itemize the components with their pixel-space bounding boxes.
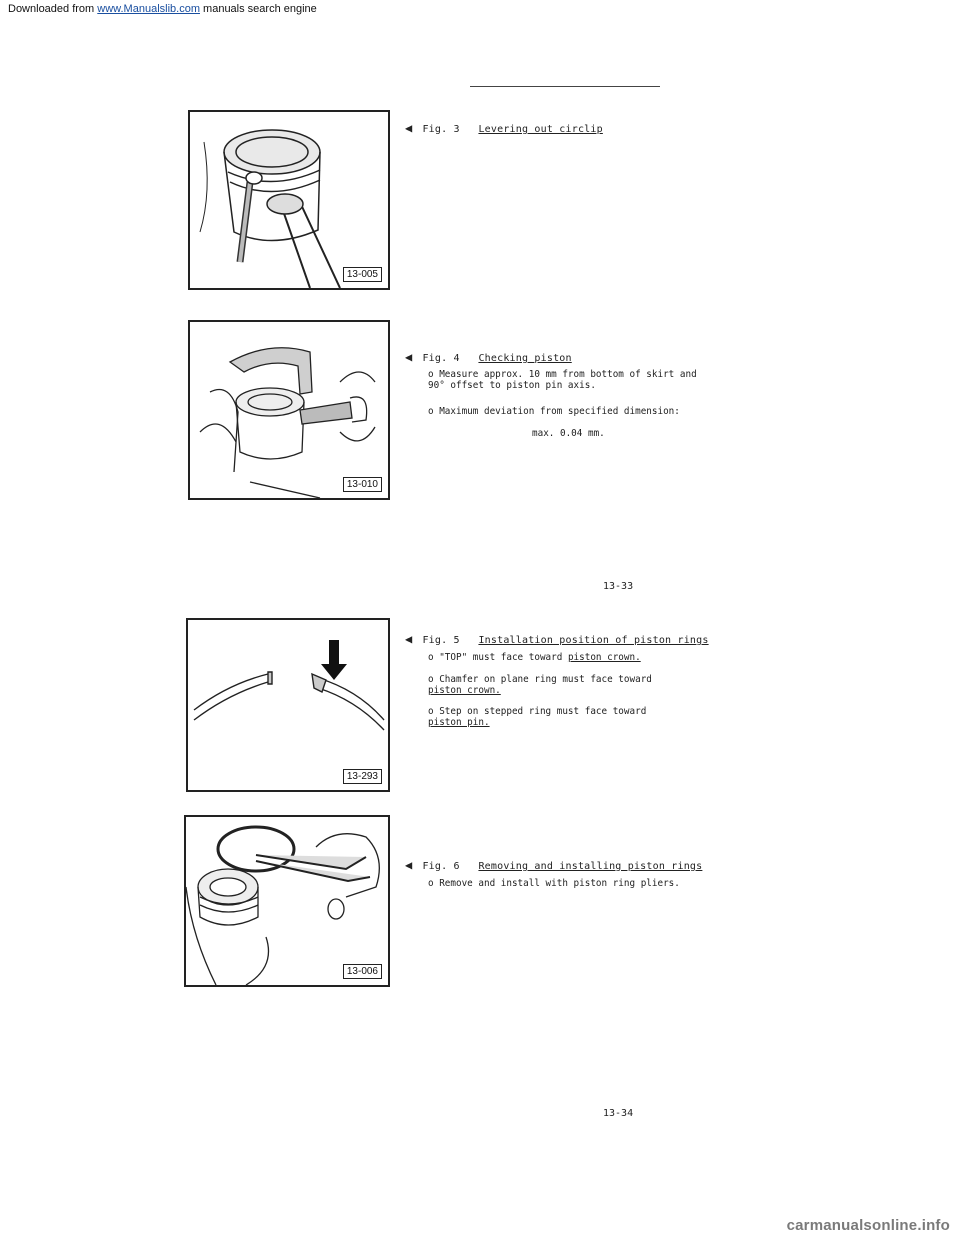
figure-5-number: Fig. 5 bbox=[422, 635, 460, 646]
figure-5-caption bbox=[405, 632, 709, 646]
figure-6-illustration bbox=[184, 815, 390, 987]
figure-4-caption bbox=[405, 350, 572, 364]
figure-5-bullet-2-target: piston crown. bbox=[428, 685, 501, 696]
figure-3-caption bbox=[405, 121, 603, 135]
scan-artifact-line bbox=[470, 86, 660, 87]
header-suffix: manuals search engine bbox=[199, 3, 317, 15]
figure-6-title: Removing and installing piston rings bbox=[478, 861, 703, 872]
left-pointer-icon: ◀ bbox=[405, 632, 413, 646]
figure-5-bullet-1-text: o "TOP" must face toward bbox=[428, 652, 568, 663]
page-number-13-33: 13-33 bbox=[603, 581, 634, 592]
figure-6-number: Fig. 6 bbox=[422, 861, 460, 872]
piston-circlip-drawing bbox=[190, 112, 388, 288]
figure-3-title: Levering out circlip bbox=[478, 124, 603, 135]
figure-6-bullet-1: o Remove and install with piston ring pliers. bbox=[428, 878, 680, 889]
piston-ring-section-drawing bbox=[188, 620, 388, 790]
left-pointer-icon: ◀ bbox=[405, 350, 413, 364]
figure-5-code: 13-293 bbox=[343, 769, 382, 784]
figure-4-bullet-2: o Maximum deviation from specified dimension: bbox=[428, 406, 680, 417]
figure-5-title: Installation position of piston rings bbox=[478, 635, 709, 646]
figure-4-bullet-1: o Measure approx. 10 mm from bottom of skirt and 90° offset to piston pin axis. bbox=[428, 369, 697, 391]
figure-5-bullet-2 bbox=[428, 674, 658, 696]
figure-3-number: Fig. 3 bbox=[422, 124, 460, 135]
figure-4-number: Fig. 4 bbox=[422, 353, 460, 364]
ring-pliers-drawing bbox=[186, 817, 388, 985]
page-number-13-34: 13-34 bbox=[603, 1108, 634, 1119]
figure-6-code: 13-006 bbox=[343, 964, 382, 979]
figure-5-bullet-3 bbox=[428, 706, 658, 728]
watermark-footer: carmanualsonline.info bbox=[786, 1217, 950, 1234]
manualslib-link[interactable]: www.Manualslib.com bbox=[97, 3, 200, 15]
figure-5-bullet-3-target: piston pin. bbox=[428, 717, 490, 728]
figure-5-illustration bbox=[186, 618, 390, 792]
figure-4-illustration bbox=[188, 320, 390, 500]
figure-3-code: 13-005 bbox=[343, 267, 382, 282]
figure-5-bullet-1-target: piston crown. bbox=[567, 652, 641, 663]
download-header bbox=[8, 3, 948, 15]
figure-4-code: 13-010 bbox=[343, 477, 382, 492]
left-pointer-icon: ◀ bbox=[405, 121, 413, 135]
figure-4-title: Checking piston bbox=[478, 353, 572, 364]
figure-6-caption bbox=[405, 858, 702, 872]
figure-4-max-value: max. 0.04 mm. bbox=[532, 428, 605, 439]
figure-5-bullet-1 bbox=[428, 652, 728, 663]
micrometer-piston-drawing bbox=[190, 322, 388, 498]
figure-5-bullet-2-text: o Chamfer on plane ring must face toward bbox=[428, 674, 652, 685]
left-pointer-icon: ◀ bbox=[405, 858, 413, 872]
figure-3-illustration bbox=[188, 110, 390, 290]
header-prefix: Downloaded from bbox=[8, 3, 98, 15]
figure-5-bullet-3-text: o Step on stepped ring must face toward bbox=[428, 706, 647, 717]
